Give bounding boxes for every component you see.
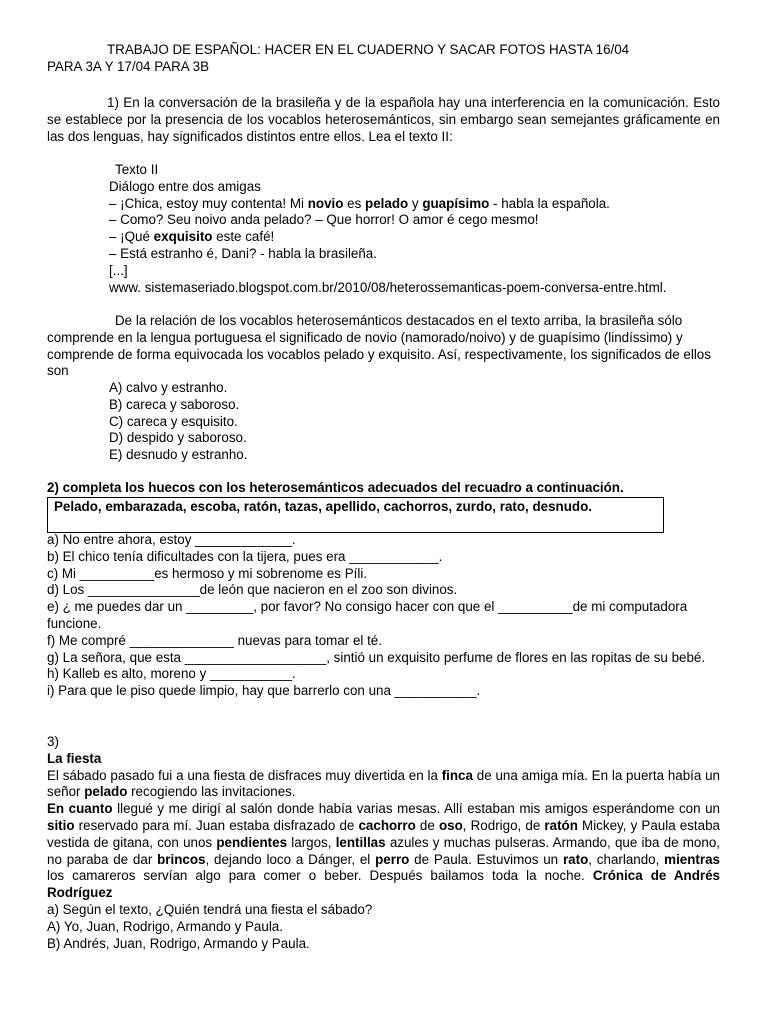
dialog-line-2: – Como? Seu noivo anda pelado? – Que horror! O amor é cego mesmo! (109, 212, 539, 228)
chronicle-credit: Crónica de Andrés Rodríguez (47, 868, 720, 901)
highlight-word: finca (441, 767, 473, 783)
highlight-word: En cuanto (47, 801, 113, 817)
highlight-word: guapísimo (422, 195, 490, 211)
q2-item-c: c) Mi __________es hermoso y mi sobrenome es Píli. (47, 565, 368, 581)
dialog-line-1 (47, 196, 720, 213)
q3-paragraph-1 (47, 768, 720, 802)
texto-title: Texto II (115, 162, 159, 177)
q2-item-d: d) Los _______________de león que nacieron en el zoo son divinos. (47, 582, 458, 598)
q2-item-e: e) ¿ me puedes dar un _________, por favor? No consigo hacer con que el __________de mi computadora funcione. (47, 599, 688, 631)
text-run: los camareros servían algo para comer o beber. Después bailamos toda la noche. (47, 868, 593, 884)
q1-question: De la relación de los vocablos heterosemánticos destacados en el texto arriba, la brasileña sólo comprende en la lengua portuguesa el significado de novio (namorado/noivo) y de guapísimo (lindíssimo) y comprende de forma equivocada los vocablos pelado y exquisito. Así, respectivamente, los significados de ellos son (47, 313, 711, 379)
dialog-line-3 (47, 229, 720, 246)
q3-section (47, 734, 720, 952)
text-run: , dejando loco a Dánger, el (205, 851, 376, 867)
text-run: este café! (212, 229, 275, 245)
text-run: largos, (287, 834, 336, 850)
text-run: - habla la española. (489, 195, 610, 211)
highlight-word: perro (375, 851, 410, 867)
highlight-word: pelado (84, 784, 128, 800)
q3-option-b: B) Andrés, Juan, Rodrigo, Armando y Paula. (47, 935, 310, 951)
q2-title: 2) completa los huecos con los heterosemánticos adecuados del recuadro a continuación. (47, 480, 624, 495)
option-a: A) calvo y estranho. (109, 380, 228, 395)
q1-texto (47, 162, 720, 280)
text-run: de una amiga mía. En la puerta había un señor (47, 767, 721, 800)
text-run: es (343, 195, 366, 211)
word-box: Pelado, embarazada, escoba, ratón, tazas, apellido, cachorros, zurdo, rato, desnudo. (47, 497, 664, 533)
text-run: recogiendo las invitaciones. (127, 784, 296, 800)
option-b: B) careca y saboroso. (109, 396, 240, 412)
text-run: de Paula. Estuvimos un (409, 851, 563, 867)
highlight-word: novio (307, 195, 344, 211)
text-run: llegué y me dirigí al salón donde había varias mesas. Allí estaban mis amigos esperándome con un (112, 801, 720, 817)
text-run: y (408, 195, 423, 211)
q1-options (47, 380, 720, 464)
header-line-1: TRABAJO DE ESPAÑOL: HACER EN EL CUADERNO Y SACAR FOTOS HASTA 16/04 (107, 42, 630, 57)
text-run: , charlando, (588, 851, 665, 867)
text-run: El sábado pasado fui a una fiesta de disfraces muy divertida en la (47, 767, 442, 783)
q2-item-a: a) No entre ahora, estoy _____________. (47, 532, 296, 547)
highlight-word: rato (562, 851, 589, 867)
highlight-word: ratón (544, 817, 578, 833)
text-run: reservado para mí. Juan estaba disfrazado de (74, 817, 359, 833)
q2-item-g: g) La señora, que esta ___________________, sintió un exquisito perfume de flores en las ropitas de su bebé. (47, 649, 706, 665)
option-d: D) despido y saboroso. (109, 430, 247, 446)
text-run: – ¡Chica, estoy muy contenta! Mi (109, 195, 308, 211)
q2-items (47, 532, 720, 700)
header-line-2: PARA 3A Y 17/04 PARA 3B (47, 58, 210, 74)
highlight-word: oso (438, 817, 463, 833)
highlight-word: pendientes (216, 834, 288, 850)
text-run: de (415, 817, 439, 833)
text-run: , Rodrigo, de (462, 817, 545, 833)
q3-question-a: a) Según el texto, ¿Quién tendrá una fiesta el sábado? (47, 901, 373, 917)
highlight-word: exquisito (153, 229, 213, 245)
assignment-header (47, 42, 720, 76)
q3-option-a: A) Yo, Juan, Rodrigo, Armando y Paula. (47, 918, 283, 934)
q3-number: 3) (47, 734, 59, 749)
source-url: www. sistemaseriado.blogspot.com.br/2010/08/heterossemanticas-poem-conversa-entre.html. (109, 280, 667, 295)
option-c: C) careca y esquisito. (109, 413, 238, 429)
dialog-title: Diálogo entre dos amigas (109, 178, 261, 194)
q2-item-i: i) Para que le piso quede limpio, hay que barrerlo con una ___________. (47, 683, 481, 699)
option-e: E) desnudo y estranho. (109, 447, 248, 463)
dialog-line-4: – Está estranho é, Dani? - habla la brasileña. (109, 245, 377, 261)
q3-paragraph-2 (47, 801, 720, 902)
highlight-word: mientras (664, 851, 720, 867)
highlight-word: sitio (47, 817, 75, 833)
q1-intro: 1) En la conversación de la brasileña y de la española hay una interferencia en la comunicación. Esto se establece por la presencia de los vocablos heterosemánticos, sin embargo sean semejantes gráficamente en las dos lenguas, hay significados distintos entre ellos. Lea el texto II: (47, 95, 720, 144)
q2-item-h: h) Kalleb es alto, moreno y ___________. (47, 666, 296, 682)
q2-item-b: b) El chico tenía dificultades con la tijera, pues era ____________. (47, 548, 443, 564)
highlight-word: cachorro (358, 817, 416, 833)
q2-item-f: f) Me compré ______________ nuevas para tomar el té. (47, 632, 382, 648)
text-run: – ¡Qué (109, 229, 154, 245)
dialog-ellipsis: [...] (109, 262, 128, 278)
highlight-word: lentillas (335, 834, 386, 850)
text-run: Mickey, y Paula estaba vestida de gitana, con unos (47, 817, 720, 850)
highlight-word: brincos (157, 851, 206, 867)
q3-title: La fiesta (47, 750, 102, 766)
text-run: azules y muchas pulseras. Armando, que iba de mono, no paraba de dar (47, 834, 720, 867)
highlight-word: pelado (365, 195, 409, 211)
